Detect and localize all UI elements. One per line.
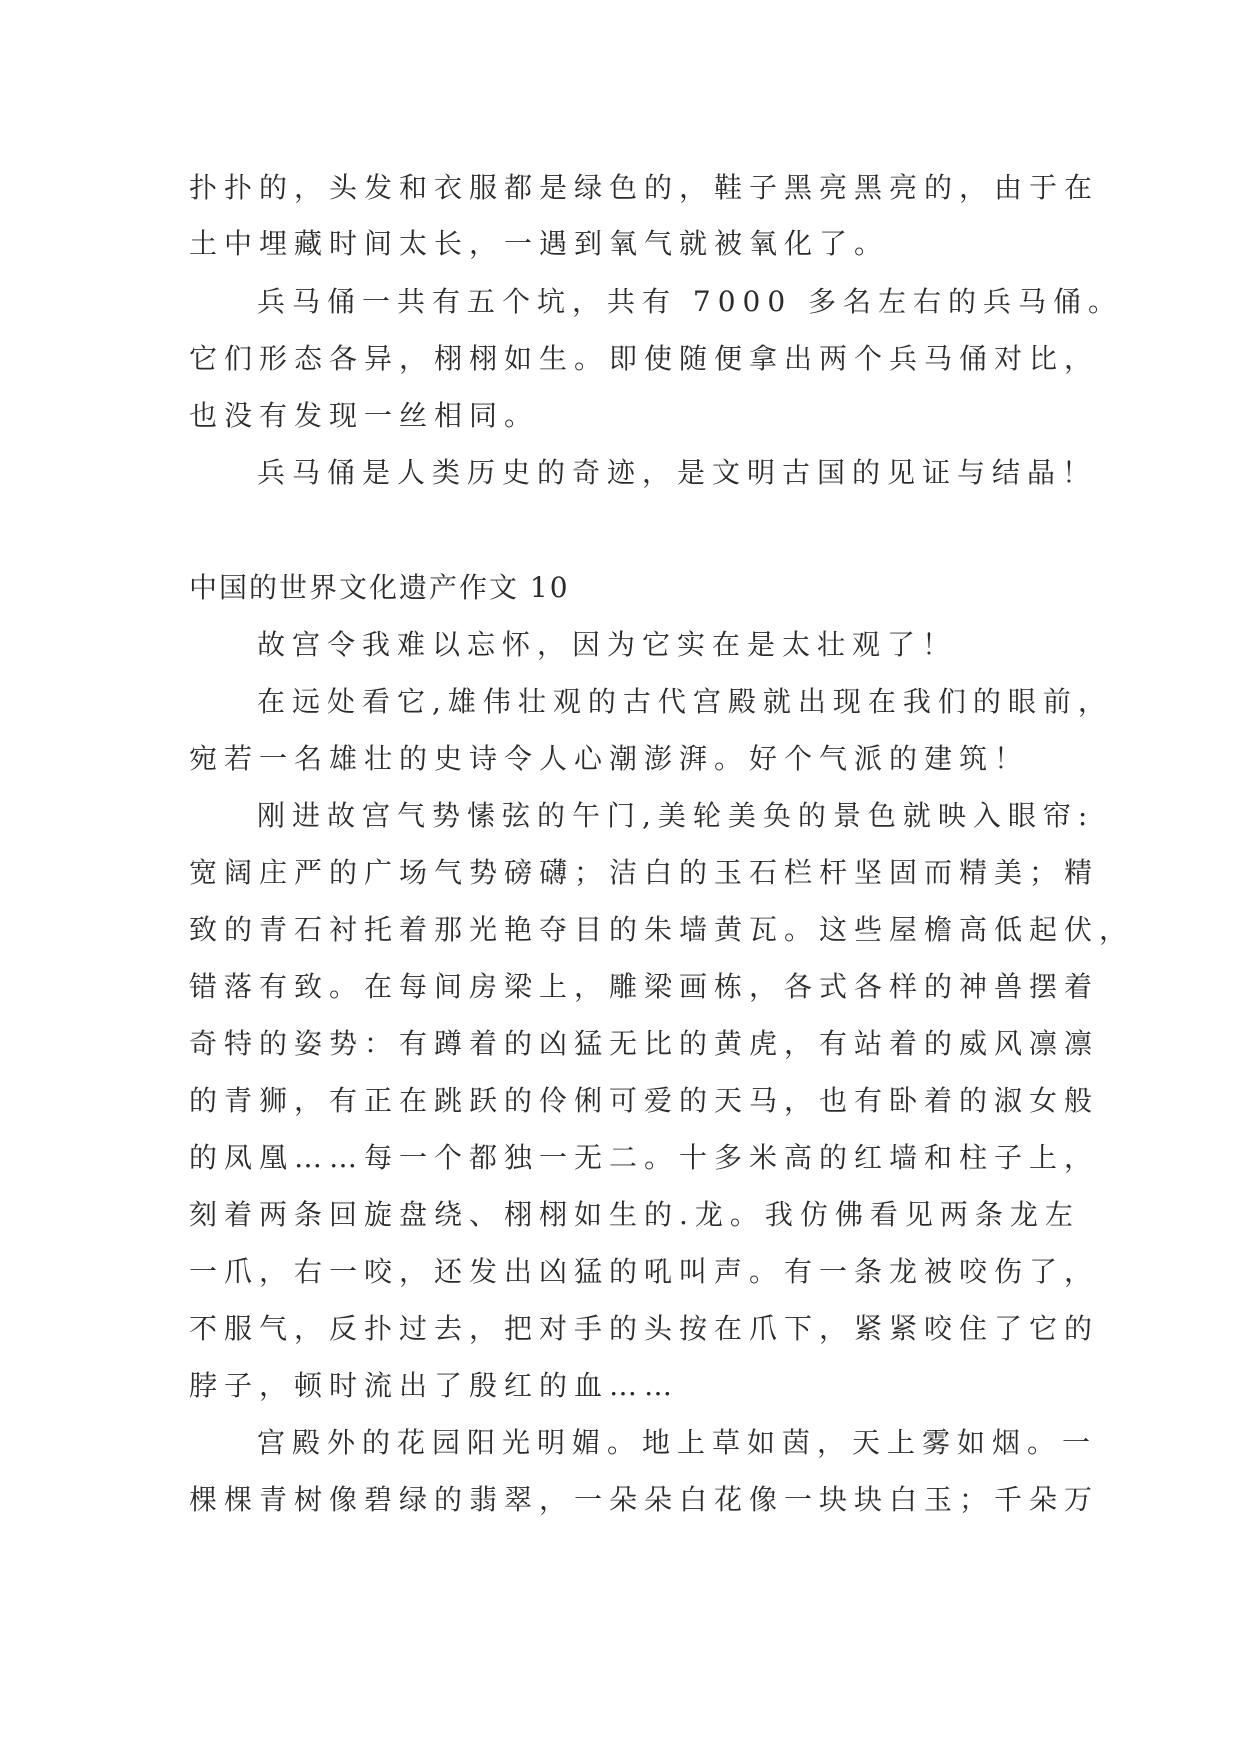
- text-line: 宛若一名雄壮的史诗令人心潮澎湃。好个气派的建筑！: [189, 742, 1030, 775]
- paragraph-first-line: 兵马俑是人类历史的奇迹，是文明古国的见证与结晶！: [257, 456, 1098, 489]
- paragraph-first-line: 故宫令我难以忘怀，因为它实在是太壮观了！: [257, 628, 958, 661]
- text-line: 刻着两条回旋盘绕、栩栩如生的.龙。我仿佛看见两条龙左: [189, 1198, 1080, 1231]
- text-line: 也没有发现一丝相同。: [189, 399, 540, 432]
- text-line: 脖子，顿时流出了殷红的血……: [189, 1369, 680, 1402]
- text-line: 它们形态各异，栩栩如生。即使随便拿出两个兵马俑对比，: [189, 342, 1100, 375]
- text-line: 一爪，右一咬，还发出凶猛的吼叫声。有一条龙被咬伤了，: [189, 1255, 1100, 1288]
- text-line: 不服气，反扑过去，把对手的头按在爪下，紧紧咬住了它的: [189, 1312, 1100, 1345]
- text-line: 奇特的姿势：有蹲着的凶猛无比的黄虎，有站着的威风凛凛: [189, 1027, 1100, 1060]
- text-line: 扑扑的，头发和衣服都是绿色的，鞋子黑亮黑亮的，由于在: [189, 171, 1100, 204]
- text-line: 的凤凰……每一个都独一无二。十多米高的红墙和柱子上，: [189, 1141, 1100, 1174]
- text-line: 致的青石衬托着那光艳夺目的朱墙黄瓦。这些屋檐高低起伏，: [189, 913, 1135, 946]
- text-line: 的青狮，有正在跳跃的伶俐可爱的天马，也有卧着的淑女般: [189, 1084, 1100, 1117]
- paragraph-first-line: 在远处看它,雄伟壮观的古代宫殿就出现在我们的眼前，: [257, 685, 1113, 718]
- text-line: 宽阔庄严的广场气势磅礴；洁白的玉石栏杆坚固而精美；精: [189, 856, 1100, 889]
- paragraph-first-line: 兵马俑一共有五个坑，共有 7000 多名左右的兵马俑。: [257, 285, 1124, 318]
- paragraph-first-line: 宫殿外的花园阳光明媚。地上草如茵，天上雾如烟。一: [257, 1426, 1098, 1459]
- paragraph-first-line: 刚进故宫气势愫弦的午门,美轮美奂的景色就映入眼帘:: [257, 799, 1095, 832]
- section-heading: 中国的世界文化遗产作文 10: [189, 571, 570, 604]
- text-line: 土中埋藏时间太长，一遇到氧气就被氧化了。: [189, 227, 890, 260]
- text-line: 棵棵青树像碧绿的翡翠，一朵朵白花像一块块白玉；千朵万: [189, 1483, 1100, 1516]
- text-line: 错落有致。在每间房梁上，雕梁画栋，各式各样的神兽摆着: [189, 970, 1100, 1003]
